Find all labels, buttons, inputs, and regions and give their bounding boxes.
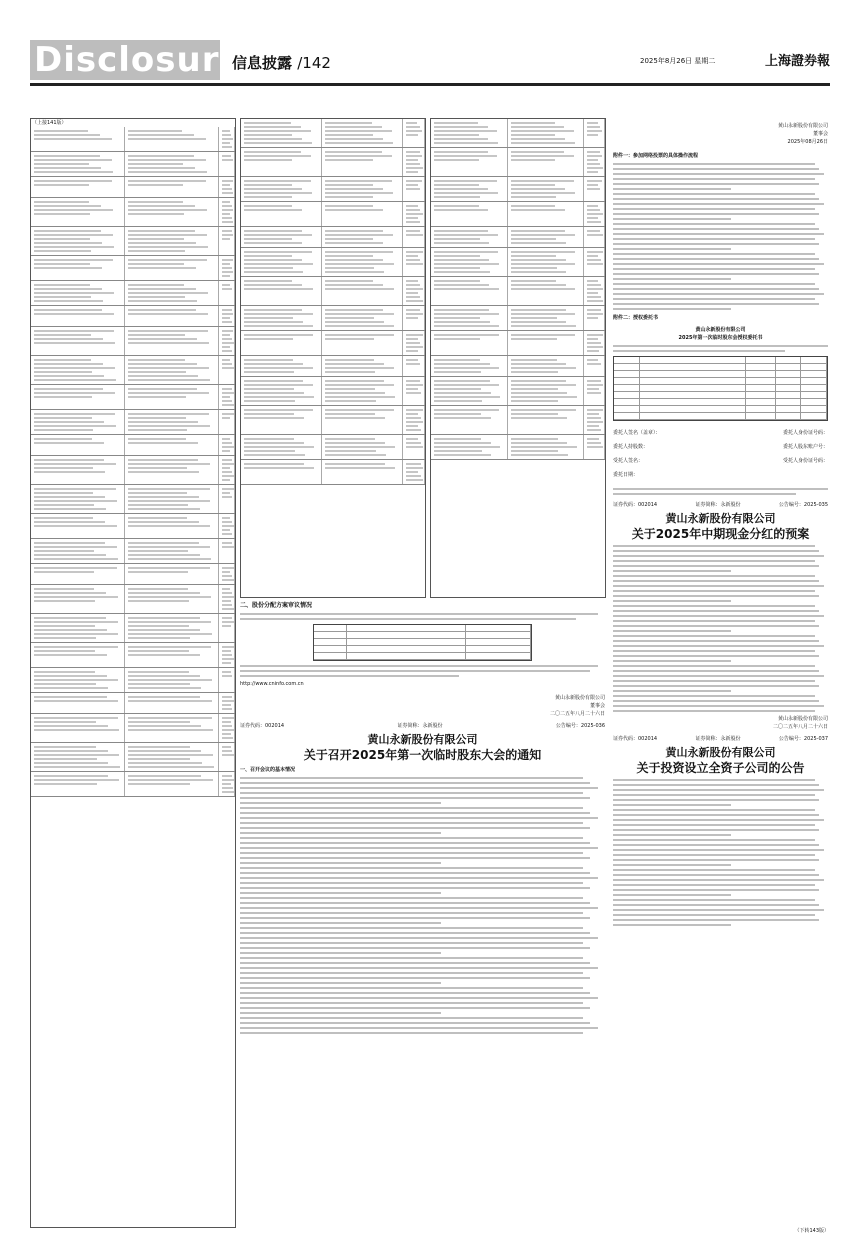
- proxy-field-label: 委托人身份证号码：: [782, 430, 828, 436]
- top-sign-company: 黄山永新股份有限公司: [777, 123, 828, 129]
- proxy-field-label: 委托日期：: [613, 472, 639, 478]
- table-row: [241, 177, 425, 202]
- table-row: [31, 668, 235, 693]
- dividend-short: 证券简称：永新股份: [695, 502, 741, 508]
- dividend-sign-company: 黄山永新股份有限公司: [777, 716, 828, 722]
- table-row: [31, 177, 235, 198]
- table-row: [431, 202, 605, 227]
- table-row: [241, 331, 425, 356]
- table-row: [31, 435, 235, 456]
- table-row: [241, 277, 425, 306]
- agenda-heading: 一、召开会议的基本情况: [240, 767, 296, 773]
- disclosure-logo: Disclosure: [30, 40, 220, 80]
- table-row: [241, 227, 425, 248]
- table-row: [31, 198, 235, 227]
- table-row: [431, 227, 605, 248]
- left-table-block: [30, 118, 236, 1228]
- page-number: /142: [297, 54, 331, 72]
- dividend-sign-date: 二〇二五年八月二十六日: [772, 724, 828, 730]
- table-row: [31, 456, 235, 485]
- table-row: [31, 227, 235, 256]
- table-row: [31, 385, 235, 410]
- website-link[interactable]: http://www.cninfo.com.cn: [240, 681, 304, 687]
- table-row: [431, 406, 605, 435]
- notice-company: 黄山永新股份有限公司: [367, 733, 478, 746]
- table-row: [431, 356, 605, 377]
- amendment-table: [30, 118, 236, 1228]
- table-row: [31, 256, 235, 281]
- top-sign-date: 2025年08月26日: [787, 139, 828, 145]
- table-row: [31, 485, 235, 514]
- table-row: [431, 277, 605, 306]
- appendix-two-heading: 附件二：授权委托书: [613, 315, 659, 321]
- section-title: [232, 52, 331, 73]
- table-row: [31, 614, 235, 643]
- meta-code: 证券代码：002014: [240, 723, 285, 729]
- table-row: [31, 356, 235, 385]
- appendix-one-heading: 附件一：参加网络投票的具体操作流程: [613, 153, 699, 159]
- table-row: [31, 693, 235, 714]
- sign-board: 董事会: [589, 703, 605, 709]
- investment-company: 黄山永新股份有限公司: [665, 746, 776, 759]
- second-table-block: [240, 118, 426, 598]
- table-row: [431, 331, 605, 356]
- table-row: [431, 177, 605, 202]
- right-column: [613, 118, 828, 1228]
- meta-number: 公告编号：2025-036: [555, 723, 605, 729]
- table-row: [431, 435, 605, 460]
- table-row: [31, 743, 235, 772]
- section-heading: 二、股份分配方案审议情况: [240, 602, 313, 609]
- meeting-notice-article: [240, 602, 605, 1162]
- dividend-company: 黄山永新股份有限公司: [665, 512, 776, 525]
- investment-title: 关于投资设立全资子公司的公告: [636, 761, 805, 775]
- investment-code: 证券代码：002014: [613, 736, 658, 742]
- amendment-table-2: [240, 118, 426, 598]
- table-row: [31, 514, 235, 539]
- table-continued-label: （上接141版）: [32, 120, 67, 126]
- meta-short: 证券简称：永新股份: [397, 723, 443, 729]
- sign-date: 二〇二五年八月二十六日: [549, 711, 605, 717]
- investment-short: 证券简称：永新股份: [695, 736, 741, 742]
- table-row: [431, 377, 605, 406]
- table-row: [31, 643, 235, 668]
- table-row: [241, 119, 425, 148]
- table-row: [431, 248, 605, 277]
- continued-note: （下转143版）: [794, 1228, 829, 1234]
- dividend-code: 证券代码：002014: [613, 502, 658, 508]
- proxy-title: 2025年第一次临时股东会授权委托书: [678, 335, 763, 341]
- newspaper-name: 上海證券報: [765, 54, 831, 69]
- sign-company: 黄山永新股份有限公司: [554, 695, 605, 701]
- table-row: [241, 406, 425, 435]
- proxy-field-label: 受托人签名：: [613, 458, 644, 464]
- top-sign-board: 董事会: [812, 131, 828, 137]
- table-row: [31, 127, 235, 152]
- investment-meta: [613, 735, 828, 743]
- top-sign-block: [613, 122, 828, 146]
- dividend-number: 公告编号：2025-035: [778, 502, 828, 508]
- table-row: [431, 148, 605, 177]
- proxy-field-label: 委托人签名（盖章）：: [613, 430, 661, 436]
- proxy-company: 黄山永新股份有限公司: [695, 327, 746, 333]
- investment-number: 公告编号：2025-037: [778, 736, 828, 742]
- proxy-fields: [613, 429, 828, 485]
- table-row: [31, 714, 235, 743]
- first-sign-block: [240, 694, 605, 718]
- notice-meta: [240, 722, 605, 730]
- section-name: 信息披露: [232, 54, 293, 72]
- table-row: [241, 356, 425, 377]
- table-row: [31, 772, 235, 797]
- table-row: [31, 585, 235, 614]
- issue-date: 2025年8月26日 星期二: [640, 57, 716, 65]
- appendix-one-body: [613, 163, 828, 310]
- table-row: [241, 202, 425, 227]
- notice-title: 关于召开2025年第一次临时股东大会的通知: [303, 748, 542, 762]
- proxy-field-label: 受托人身份证号码：: [782, 458, 828, 464]
- table-row: [31, 306, 235, 327]
- proxy-vote-table: [613, 356, 828, 421]
- amendment-table-3: [430, 118, 606, 598]
- table-row: [31, 327, 235, 356]
- table-row: [241, 435, 425, 460]
- investment-body: [613, 779, 828, 926]
- proxy-field-label: 委托人持股数：: [613, 444, 649, 450]
- table-row: [241, 306, 425, 331]
- table-row: [31, 281, 235, 306]
- page-banner: [30, 38, 830, 86]
- table-row: [31, 152, 235, 177]
- dividend-title: 关于2025年中期现金分红的预案: [631, 527, 810, 541]
- table-row: [241, 377, 425, 406]
- table-row: [241, 248, 425, 277]
- third-table-block: [430, 118, 606, 598]
- table-row: [31, 539, 235, 564]
- proposal-paragraph: [240, 665, 605, 677]
- table-row: [241, 148, 425, 177]
- proxy-notes: [613, 488, 828, 495]
- notice-body: [240, 777, 605, 1034]
- intro-paragraph: [240, 613, 605, 620]
- table-row: [31, 564, 235, 585]
- table-row: [431, 119, 605, 148]
- proxy-field-label: 委托人股东账户号：: [782, 444, 828, 450]
- table-row: [31, 410, 235, 435]
- table-row: [241, 460, 425, 485]
- proposal-table: [313, 624, 532, 661]
- table-row: [431, 306, 605, 331]
- dividend-meta: [613, 501, 828, 509]
- dividend-body: [613, 545, 828, 712]
- proxy-intro: [613, 345, 828, 352]
- dividend-sign: [613, 715, 828, 731]
